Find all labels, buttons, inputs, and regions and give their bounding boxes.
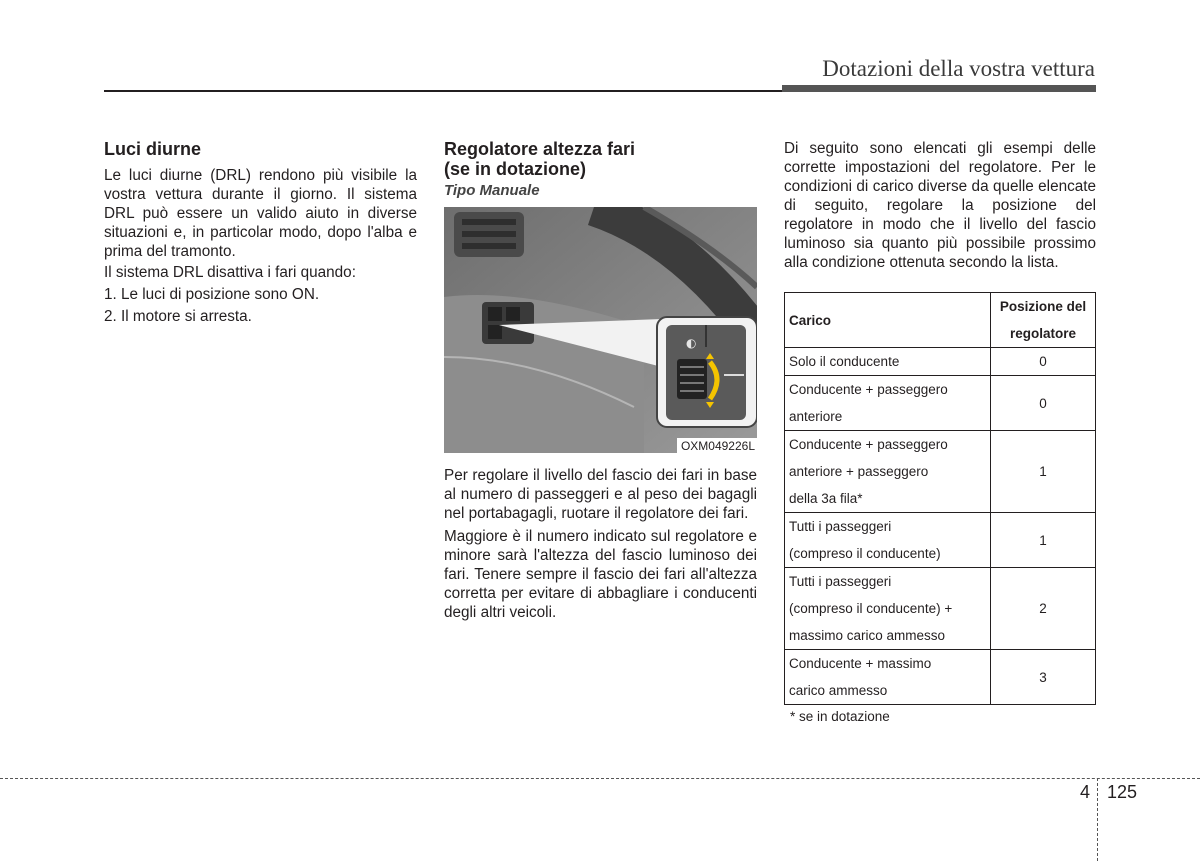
table-row [785, 431, 1096, 513]
footer-divider [0, 778, 1200, 779]
load-line: Solo il conducente [789, 354, 900, 369]
leveling-paragraph-1: Per regolare il livello del fascio dei fari in base al numero di passeggeri e al peso dei bagagli nel portabagagli, ruotare il regolatore dei fari. [444, 467, 757, 522]
heading-line-2: (se in dotazione) [444, 159, 587, 179]
position-value-cell: 1 [991, 431, 1096, 513]
table-row [785, 376, 1096, 431]
load-cell [785, 376, 991, 431]
settings-intro: Di seguito sono elencati gli esempi delle corrette impostazioni del regolatore. Per le condizioni di carico diverse da quelle elencate di seguito, regolare la posizione del regolatore in modo che il livello del fascio luminoso sia quanto più possibile prossimo alla condizione ottenuta secondo la lista. [784, 140, 1096, 271]
page-header-title: Dotazioni della vostra vettura [822, 56, 1095, 81]
leveler-settings-table [784, 292, 1096, 705]
header-rule-bar [782, 85, 1096, 92]
table-row [785, 568, 1096, 650]
header-load: Carico [785, 293, 991, 348]
position-value-cell: 3 [991, 650, 1096, 705]
leveling-paragraph-2: Maggiore è il numero indicato sul regolatore e minore sarà l'altezza del fascio luminoso dei fari. Tenere sempre il fascio dei fari all'altezza corretta per evitare di abbagliare i conducenti degli altri veicoli. [444, 528, 757, 621]
load-cell [785, 431, 991, 513]
table-header-row [785, 293, 1096, 348]
drl-paragraph: Le luci diurne (DRL) rendono più visibile la vostra vettura durante il giorno. Il sistema DRL può essere un valido aiuto in diverse situazioni e, in particolar modo, dopo l'alba e prima del tramonto. [104, 167, 417, 260]
load-line: Tutti i passeggeri [789, 574, 892, 589]
column-drl [104, 139, 417, 326]
load-cell [785, 348, 991, 376]
table-row [785, 348, 1096, 376]
position-value-cell: 0 [991, 376, 1096, 431]
load-line: Conducente + massimo [789, 656, 932, 671]
table-row [785, 513, 1096, 568]
headlight-leveling-figure [444, 207, 757, 453]
load-cell [785, 568, 991, 650]
load-line: carico ammesso [789, 683, 888, 698]
header-rule [104, 90, 782, 92]
column-settings [784, 139, 1096, 724]
column-leveling [444, 139, 757, 622]
load-line: della 3a fila* [789, 491, 863, 506]
header-position [991, 293, 1096, 348]
drl-paragraph-conditions: Il sistema DRL disattiva i fari quando: [104, 264, 356, 281]
dashboard-illustration [444, 207, 757, 453]
figure-caption: OXM049226L [677, 438, 757, 453]
position-value-cell: 1 [991, 513, 1096, 568]
subheading-manual-type: Tipo Manuale [444, 182, 540, 199]
load-line: Conducente + passeggero [789, 437, 948, 452]
load-line: anteriore [789, 409, 843, 424]
footer-vertical-divider [1097, 778, 1098, 861]
drl-list-item-1: 1. Le luci di posizione sono ON. [104, 286, 320, 303]
section-heading-drl: Luci diurne [104, 139, 202, 159]
position-value-cell: 2 [991, 568, 1096, 650]
table-footnote: * se in dotazione [790, 709, 890, 724]
table-row [785, 650, 1096, 705]
svg-text:◐: ◐ [686, 336, 697, 350]
header-position-line-1: Posizione del [999, 299, 1087, 314]
drl-list-item-2: 2. Il motore si arresta. [104, 308, 252, 325]
page-number: 125 [1107, 782, 1138, 802]
load-cell [785, 513, 991, 568]
load-line: (compreso il conducente) + [789, 601, 953, 616]
heading-line-1: Regolatore altezza fari [444, 139, 636, 159]
load-line: (compreso il conducente) [789, 546, 941, 561]
position-value-cell: 0 [991, 348, 1096, 376]
load-line: Conducente + passeggero [789, 382, 948, 397]
load-cell [785, 650, 991, 705]
load-line: Tutti i passeggeri [789, 519, 892, 534]
section-heading-leveling [444, 139, 757, 179]
chapter-number: 4 [1080, 782, 1091, 802]
load-line: anteriore + passeggero [789, 464, 929, 479]
load-line: massimo carico ammesso [789, 628, 946, 643]
header-position-line-2: regolatore [1009, 326, 1077, 341]
